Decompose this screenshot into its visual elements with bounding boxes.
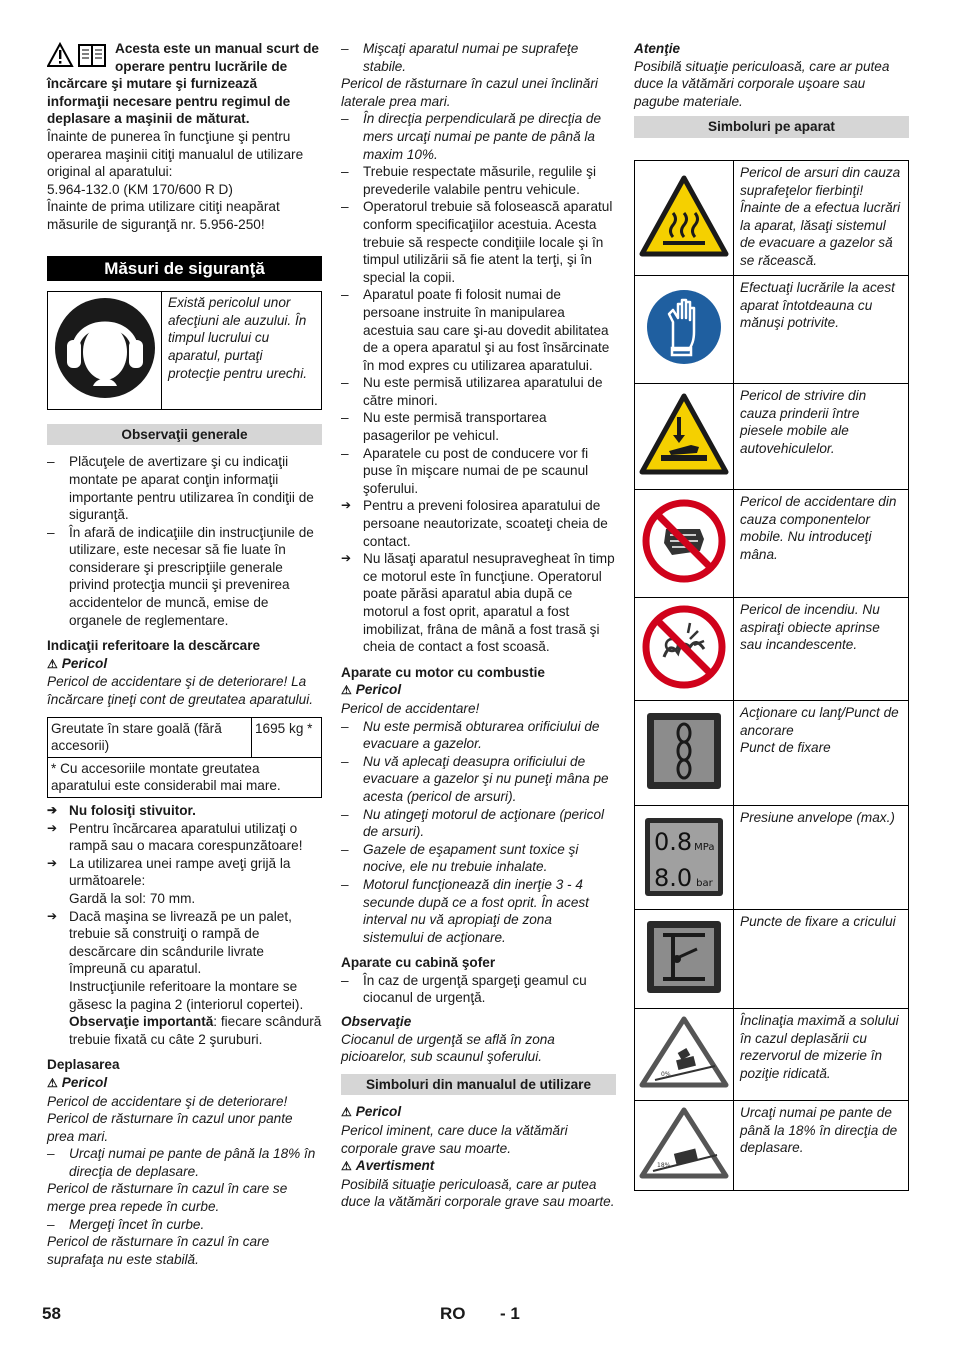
moving-t3: Pericol de răsturnare în cazul în care se merge prea repede în curbe. (47, 1181, 288, 1215)
warning-triangle-icon: ⚠ (341, 1159, 352, 1174)
tire-pressure-panel (650, 823, 718, 891)
cabin-note: Ciocanul de urgenţă se află în zona picioarelor, sub scaunul şoferului. (341, 1031, 555, 1065)
tire-bar-line (654, 863, 716, 899)
moving-d1: – Urcaţi numai pe pante de până la 18% în direcţia de deplasare. (47, 1145, 322, 1180)
symbol-row (635, 275, 909, 383)
symbol-cell (635, 489, 734, 597)
combustion-item-2: – Nu vă aplecaţi deasupra orificiului de evacuare a gazelor şi nu puneţi mâna pe acesta (pericol de arsuri). (341, 753, 616, 806)
symbol-row (635, 1008, 909, 1100)
important-label: Observaţie importantă (69, 1014, 214, 1030)
symbol-row (635, 909, 909, 1008)
moving-d4: – În direcţia perpendiculară pe direcţia de mers urcaţi numai pe pante de până la maxim 10%. (341, 110, 616, 163)
weight-table (47, 717, 322, 798)
gloves-icon (645, 288, 723, 366)
warning-triangle-icon: ⚠ (47, 656, 58, 671)
intro-bold: Acesta este un manual scurt de operare pentru lucrările de încărcare şi mutare şi furnizează informaţii necesare pentru regimul de deplasare a maşinii de măturat. (47, 41, 319, 127)
chain-icon (645, 711, 723, 791)
unload-step-1: ➔ Nu folosiţi stivuitor. (47, 802, 322, 820)
manual-danger-text: Pericol iminent, care duce la vătămări corporale grave sau moarte. (341, 1123, 568, 1156)
warning-triangle-icon: ⚠ (341, 683, 352, 698)
ground-clearance: Gardă la sol: 70 mm. (69, 890, 196, 906)
symbol-cell (635, 1100, 734, 1190)
unloading-title: Indicaţii referitoare la descărcare (47, 638, 261, 654)
ear-protection-table (47, 291, 322, 410)
important-text: : fiecare scândură trebuie fixată cu câte 2 şuruburi. (69, 1014, 322, 1047)
intro-p2: 5.964-132.0 (KM 170/600 R D) (47, 181, 233, 197)
symbol-text: Efectuaţi lucrările la acest aparat întotdeauna cu mănuşi potrivite. (734, 275, 909, 383)
unloading-danger (47, 655, 322, 674)
tire-mpa-unit: MPa (694, 842, 715, 854)
warning-triangle-icon: ⚠ (341, 1105, 352, 1120)
symbol-row (635, 1100, 909, 1190)
tire-mpa-line (654, 827, 716, 863)
intro-p1: Înainte de punerea în funcţiune şi pentru operarea maşinii citiţi manualul de utilizare original al aparatului: (47, 128, 304, 180)
slope-dump-icon (639, 1016, 729, 1088)
rule-arrow-2: ➔ Nu lăsaţi aparatul nesupravegheat în timp ce motorul este în funcţiune. Operatorul poate părăsi aparatul abia după ce motorul a fost oprit, aparatul a fost imobilizat, frâna de mână a fost trasă şi cheia de contact a fost scoasă. (341, 550, 616, 656)
symbol-cell (635, 909, 734, 1008)
symbol-row (635, 700, 909, 805)
hot-surface-icon (639, 175, 729, 257)
manual-warning-text: Posibilă situaţie periculoasă, care ar putea duce la vătămări corporale grave sau moarte. (341, 1176, 615, 1210)
symbol-text: Presiune anvelope (max.) (734, 805, 909, 909)
symbol-cell (635, 805, 734, 909)
manual-caution-text: Posibilă situaţie periculoasă, care ar putea duce la vătămări corporale uşoare sau pagube materiale. (634, 58, 890, 109)
combustion-danger (341, 681, 616, 700)
manual-warning (341, 1157, 616, 1176)
cabin-title: Aparate cu cabină şofer (341, 955, 496, 971)
moving-t2: Pericol de răsturnare în cazul unor pante prea mari. (47, 1111, 293, 1144)
weight-note: * Cu accesoriile montate greutatea aparatului este considerabil mai mare. (48, 757, 322, 797)
moving-t1: Pericol de accidentare şi de deteriorare! (47, 1093, 288, 1109)
symbol-text: Puncte de fixare a cricului (734, 909, 909, 1008)
tire-mpa-value: 0.8 (654, 828, 693, 857)
safety-title: Măsuri de siguranţă (47, 256, 322, 282)
rule-6: – Aparatele cu post de conducere vor fi puse în mişcare numai de pe scaunul şoferului. (341, 445, 616, 498)
combustion-title: Aparate cu motor cu combustie (341, 664, 545, 680)
device-symbols-title: Simboluri pe aparat (634, 116, 909, 138)
symbol-cell (635, 383, 734, 489)
symbol-row (635, 805, 909, 909)
symbol-row (635, 383, 909, 489)
moving-t5: Pericol de răsturnare în cazul unei înclinări laterale prea mari. (341, 76, 598, 109)
rule-3: – Aparatul poate fi folosit numai de persoane instruite în manipularea acestuia sau care şi-au dovedit abilitatea de a opera aparatul şi au fost însărcinate în mod expres cu utilizarea aparatului. (341, 286, 616, 374)
intro-block (47, 40, 322, 234)
cabin-note-label: Observaţie (341, 1014, 412, 1030)
combustion-item-5: – Motorul funcţionează din inerţie 3 - 4 secunde după ce a fost oprit. În acest interval nu vă apropiaţi de zona sistemului de acţionare. (341, 876, 616, 946)
cabin-item: – În caz de urgenţă spargeţi geamul cu ciocanul de urgenţă. (341, 972, 616, 1007)
manual-symbols-title: Simboluri din manualul de utilizare (341, 1074, 616, 1096)
moving-danger-label: Pericol (61, 1074, 108, 1090)
symbol-text: Pericol de arsuri din cauza suprafeţelor fierbinţi! Înainte de a efectua lucrări la aparat, lăsaţi sistemul de evacuare a gazelor să se răcească. (734, 160, 909, 275)
crush-hazard-icon (639, 393, 729, 475)
tire-bar-value: 8.0 (654, 864, 693, 893)
unload-step-2: ➔ Pentru încărcarea aparatului utilizaţi o rampă sau o macara corespunzătoare! (47, 820, 322, 855)
tire-bar-unit: bar (696, 878, 713, 890)
manual-danger (341, 1103, 616, 1122)
moving-t4: Pericol de răsturnare în cazul în care suprafaţa nu este stabilă. (47, 1234, 270, 1267)
moving-d2: – Mergeţi încet în curbe. (47, 1216, 322, 1234)
rule-5: – Nu este permisă transportarea pasagerilor pe vehicul. (341, 409, 616, 444)
column-3 (634, 40, 909, 1191)
symbol-text: Pericol de strivire din cauza prinderii între piesele mobile ale autovehiculelor. (734, 383, 909, 489)
weight-value: 1695 kg * (252, 717, 322, 757)
rule-1: – Trebuie respectate măsurile, regulile şi prevederile valabile pentru vehicule. (341, 163, 616, 198)
symbol-row (635, 160, 909, 275)
general-item-2: – În afară de indicaţiile din instrucţiunile de utilizare, este necesar să fie luate în considerare şi prescripţiile generale privind protecţia muncii şi prevenirea accidentelor de muncă, emise de organele de reglementare. (47, 524, 322, 630)
warning-triangle-icon: ⚠ (47, 1075, 58, 1090)
jack-point-icon (645, 919, 723, 995)
combustion-item-1: – Nu este permisă obturarea orificiului de evacuare a gazelor. (341, 718, 616, 753)
symbol-text: Pericol de incendiu. Nu aspiraţi obiecte aprinse sau incandescente. (734, 597, 909, 700)
unloading-danger-label: Pericol (61, 655, 108, 671)
symbol-cell (635, 1008, 734, 1100)
moving-danger (47, 1074, 322, 1093)
no-fire-icon (642, 605, 726, 689)
important-note (47, 1013, 322, 1048)
moving-title: Deplasarea (47, 1057, 120, 1073)
ear-warning-text: Există pericolul unor afecţiuni ale auzului. În timpul lucrului cu aparatul, purtaţi protecţie pentru urechi. (162, 292, 322, 410)
general-title: Observaţii generale (47, 424, 322, 446)
general-item-1: – Plăcuţele de avertizare şi cu indicaţii montate pe aparat conţin informaţii importante pentru utilizarea în condiţii de siguranţă. (47, 453, 322, 523)
manual-danger-label: Pericol (355, 1104, 402, 1120)
column-2 (341, 40, 616, 1211)
column-1 (47, 40, 322, 1268)
symbol-cell (635, 597, 734, 700)
manual-caution-label: Atenţie (634, 41, 681, 56)
ear-protection-icon (53, 296, 157, 400)
symbol-text: Acţionare cu lanţ/Punct de ancorare Punct de fixare (734, 700, 909, 805)
pallet-text: ➔ Dacă maşina se livrează pe un palet, trebuie să construiţi o rampă de descărcare din scândurile livrate împreună cu aparatul. (47, 908, 322, 978)
symbol-text: Pericol de accidentare din cauza componentelor mobile. Nu introduceţi mâna. (734, 489, 909, 597)
slope-dump-pct: 0% (661, 1071, 671, 1079)
combustion-item-3: – Nu atingeţi motorul de acţionare (pericol de arsuri). (341, 806, 616, 841)
weight-label: Greutate în stare goală (fără accesorii) (48, 717, 252, 757)
warning-manual-icon (47, 42, 109, 68)
rule-4: – Nu este permisă utilizarea aparatului de către minori. (341, 374, 616, 409)
ear-protection-cell (48, 292, 162, 410)
symbol-cell (635, 275, 734, 383)
section-number: - 1 (500, 1304, 520, 1323)
unloading-danger-text: Pericol de accidentare şi de deteriorare! La încărcare ţineţi cont de greutatea aparatului. (47, 674, 314, 708)
symbol-cell (635, 160, 734, 275)
moving-d3: – Mişcaţi aparatul numai pe suprafeţe stabile. (341, 40, 616, 75)
symbol-row (635, 489, 909, 597)
rule-arrow-1: ➔ Pentru a preveni folosirea aparatului de persoane neautorizate, scoateţi cheia de contact. (341, 497, 616, 550)
rule-2: – Operatorul trebuie să folosească aparatul conform specificaţiilor acestuia. Acesta trebuie să respecte condiţiile locale şi în timpul utilizării să fie atent la terţi, şi în special la copii. (341, 198, 616, 286)
no-hand-icon (642, 499, 726, 583)
unload-step-3: ➔ La utilizarea unei rampe aveţi grijă la următoarele: (47, 855, 322, 890)
combustion-item-4: – Gazele de eşapament sunt toxice şi nocive, ele nu trebuie inhalate. (341, 841, 616, 876)
language-code: RO (440, 1304, 466, 1323)
slope-drive-pct: 18% (657, 1162, 671, 1170)
symbol-text: Înclinaţia maximă a solului în cazul deplasării cu rezervorul de mizerie în poziţie ridicată. (734, 1008, 909, 1100)
slope-drive-icon (639, 1107, 729, 1179)
mount-info: Instrucţiunile referitoare la montare se găsesc la pagina 2 (interiorul copertei). (69, 978, 304, 1012)
combustion-danger-label: Pericol (355, 682, 402, 698)
page-number: 58 (42, 1304, 61, 1323)
tire-pressure-icon (645, 818, 723, 896)
intro-p3: Înainte de prima utilizare citiţi neapărat măsurile de siguranţă nr. 5.956-250! (47, 199, 280, 232)
symbol-cell (635, 700, 734, 805)
device-symbols-table (634, 160, 909, 1191)
manual-warning-label: Avertisment (355, 1158, 435, 1174)
symbol-text: Urcaţi numai pe pante de până la 18% în direcţia de deplasare. (734, 1100, 909, 1190)
combustion-intro: Pericol de accidentare! (341, 700, 480, 716)
symbol-row (635, 597, 909, 700)
